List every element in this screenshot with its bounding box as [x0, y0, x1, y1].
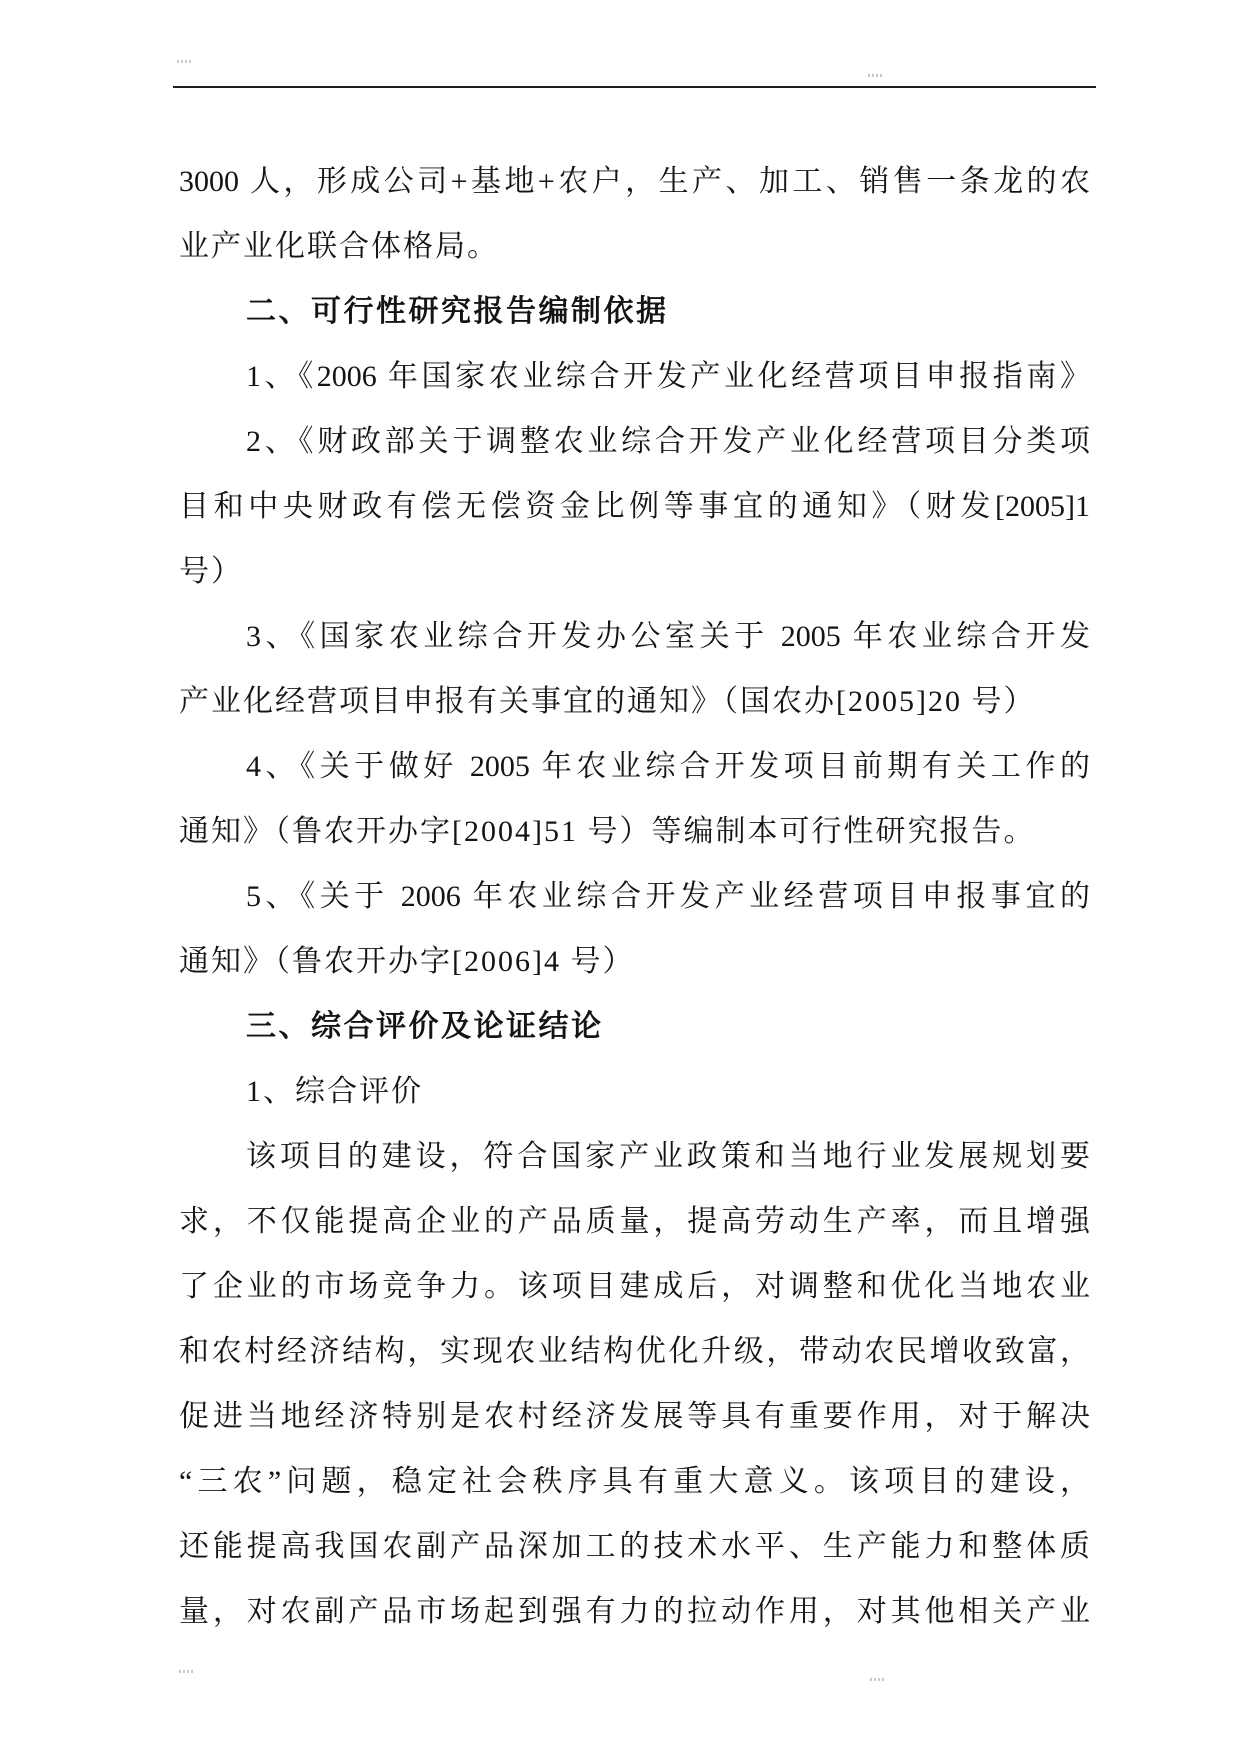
text-line: 了企业的市场竞争力。该项目建成后，对调整和优化当地农业 — [179, 1270, 1090, 1303]
text-line: 3000 人，形成公司+基地+农户，生产、加工、销售一条龙的农 — [179, 165, 1090, 198]
reference-line: 目和中央财政有偿无偿资金比例等事宜的通知》（财发[2005]1 — [179, 490, 1090, 523]
text-line: 和农村经济结构，实现农业结构优化升级，带动农民增收致富， — [179, 1335, 1090, 1368]
text-line: 业产业化联合体格局。 — [179, 230, 499, 263]
page-body — [179, 149, 1090, 1644]
text-line: 该项目的建设，符合国家产业政策和当地行业发展规划要 — [246, 1140, 1090, 1173]
reference-line: 号） — [179, 555, 243, 588]
reference-line: 2、《财政部关于调整农业综合开发产业化经营项目分类项 — [246, 425, 1090, 458]
header-mark-center — [868, 74, 882, 77]
reference-line: 产业化经营项目申报有关事宜的通知》（国农办[2005]20 号） — [179, 685, 1036, 718]
text-line: “三农”问题，稳定社会秩序具有重大意义。该项目的建设， — [179, 1465, 1090, 1498]
reference-line: 1、《2006 年国家农业综合开发产业化经营项目申报指南》 — [246, 360, 1090, 393]
footer-mark-center — [870, 1678, 884, 1681]
text-line: 还能提高我国农副产品深加工的技术水平、生产能力和整体质 — [179, 1530, 1090, 1563]
footer-mark-left — [179, 1670, 193, 1673]
reference-line: 通知》（鲁农开办字[2004]51 号）等编制本可行性研究报告。 — [179, 815, 1036, 848]
text-line: 促进当地经济特别是农村经济发展等具有重要作用，对于解决 — [179, 1400, 1090, 1433]
reference-line: 3、《国家农业综合开发办公室关于 2005 年农业综合开发 — [246, 620, 1090, 653]
reference-line: 4、《关于做好 2005 年农业综合开发项目前期有关工作的 — [246, 750, 1090, 783]
reference-line: 通知》（鲁农开办字[2006]4 号） — [179, 945, 635, 978]
header-mark-left — [177, 60, 191, 63]
reference-line: 5、《关于 2006 年农业综合开发产业经营项目申报事宜的 — [246, 880, 1090, 913]
section-heading: 三、综合评价及论证结论 — [246, 1009, 604, 1044]
text-line: 量，对农副产品市场起到强有力的拉动作用，对其他相关产业 — [179, 1595, 1090, 1628]
subsection-heading: 1、综合评价 — [246, 1075, 423, 1108]
header-rule — [173, 86, 1096, 88]
section-heading: 二、可行性研究报告编制依据 — [246, 294, 669, 329]
text-line: 求，不仅能提高企业的产品质量，提高劳动生产率，而且增强 — [179, 1205, 1090, 1238]
